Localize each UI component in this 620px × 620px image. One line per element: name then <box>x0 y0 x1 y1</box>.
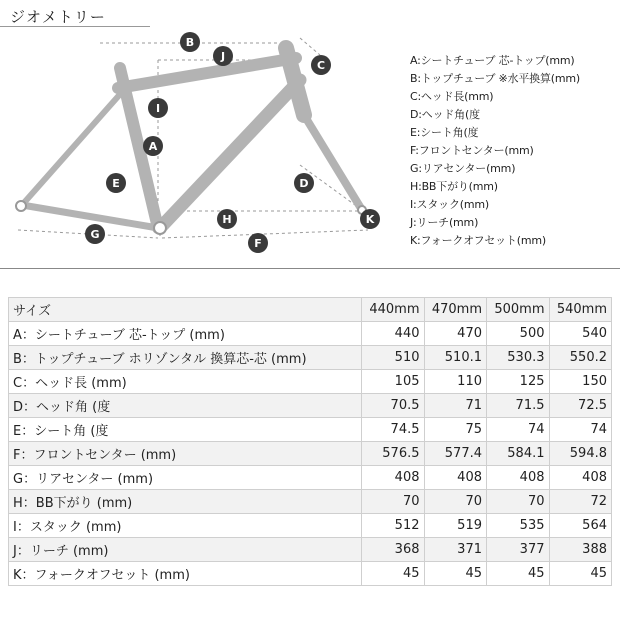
cell-value: 368 <box>362 538 425 562</box>
table-row <box>9 562 612 586</box>
cell-value: 70 <box>362 490 425 514</box>
badge-letter-I: I <box>155 102 161 115</box>
table-row <box>9 514 612 538</box>
header-size-470: 470mm <box>424 298 487 322</box>
cell-value: 71 <box>424 394 487 418</box>
row-label: J：リーチ (mm) <box>9 538 362 562</box>
cell-value: 125 <box>487 370 550 394</box>
badge-D <box>294 173 314 193</box>
table-row <box>9 418 612 442</box>
badge-K <box>360 209 380 229</box>
cell-value: 408 <box>487 466 550 490</box>
cell-value: 70 <box>424 490 487 514</box>
table-row <box>9 538 612 562</box>
badge-letter-A: A <box>148 140 158 153</box>
cell-value: 74 <box>487 418 550 442</box>
badge-J <box>213 46 233 66</box>
title-underline <box>0 26 150 27</box>
cell-value: 510 <box>362 346 425 370</box>
header-size-540: 540mm <box>549 298 612 322</box>
badge-B <box>180 32 200 52</box>
table-header-row <box>9 298 612 322</box>
badge-letter-K: K <box>365 213 375 226</box>
cell-value: 408 <box>549 466 612 490</box>
badge-C <box>311 55 331 75</box>
table-row <box>9 442 612 466</box>
chain-stay <box>22 205 158 228</box>
table-row <box>9 394 612 418</box>
legend-item-K: K:フォークオフセット(mm) <box>410 234 546 247</box>
cell-value: 70.5 <box>362 394 425 418</box>
cell-value: 75 <box>424 418 487 442</box>
cell-value: 512 <box>362 514 425 538</box>
bike-frame <box>22 48 362 228</box>
legend-item-D: D:ヘッド角(度 <box>410 108 480 121</box>
cell-value: 45 <box>424 562 487 586</box>
cell-value: 371 <box>424 538 487 562</box>
row-label: G：リアセンター (mm) <box>9 466 362 490</box>
cell-value: 408 <box>362 466 425 490</box>
cell-value: 510.1 <box>424 346 487 370</box>
cell-value: 564 <box>549 514 612 538</box>
cell-value: 45 <box>549 562 612 586</box>
legend-item-E: E:シート角(度 <box>410 126 479 139</box>
fork <box>304 115 362 210</box>
table-row <box>9 346 612 370</box>
row-label: F：フロントセンター (mm) <box>9 442 362 466</box>
page-title: ジオメトリー <box>10 8 106 26</box>
cell-value: 540 <box>549 322 612 346</box>
cell-value: 388 <box>549 538 612 562</box>
cell-value: 500 <box>487 322 550 346</box>
cell-value: 71.5 <box>487 394 550 418</box>
badge-letter-C: C <box>316 59 326 72</box>
badge-H <box>217 209 237 229</box>
badge-A <box>143 136 163 156</box>
cell-value: 576.5 <box>362 442 425 466</box>
header-size-500: 500mm <box>487 298 550 322</box>
badge-G <box>85 224 105 244</box>
row-label: D：ヘッド角 (度 <box>9 394 362 418</box>
cell-value: 535 <box>487 514 550 538</box>
badge-E <box>106 173 126 193</box>
down-tube <box>160 80 300 228</box>
legend-item-I: I:スタック(mm) <box>410 198 489 211</box>
row-label: E：シート角 (度 <box>9 418 362 442</box>
row-label: I：スタック (mm) <box>9 514 362 538</box>
cell-value: 74 <box>549 418 612 442</box>
cell-value: 45 <box>487 562 550 586</box>
badge-letter-D: D <box>299 177 309 190</box>
head-length-line <box>300 38 320 55</box>
cell-value: 584.1 <box>487 442 550 466</box>
cell-value: 72 <box>549 490 612 514</box>
row-label: K：フォークオフセット (mm) <box>9 562 362 586</box>
row-label: A：シートチューブ 芯-トップ (mm) <box>9 322 362 346</box>
legend-item-F: F:フロントセンター(mm) <box>410 144 534 157</box>
cell-value: 519 <box>424 514 487 538</box>
rear-dropout <box>16 201 26 211</box>
cell-value: 74.5 <box>362 418 425 442</box>
cell-value: 377 <box>487 538 550 562</box>
legend-item-B: B:トップチューブ ※水平換算(mm) <box>410 72 580 85</box>
row-label: H：BB下がり (mm) <box>9 490 362 514</box>
seat-stay <box>22 92 122 205</box>
legend-item-G: G:リアセンター(mm) <box>410 162 516 175</box>
legend-item-A: A:シートチューブ 芯-トップ(mm) <box>410 54 575 67</box>
table-row <box>9 490 612 514</box>
table-row <box>9 370 612 394</box>
badge-letter-B: B <box>185 36 195 49</box>
top-tube <box>118 58 296 88</box>
legend-item-H: H:BB下がり(mm) <box>410 180 498 193</box>
cell-value: 105 <box>362 370 425 394</box>
table-row <box>9 466 612 490</box>
cell-value: 577.4 <box>424 442 487 466</box>
cell-value: 530.3 <box>487 346 550 370</box>
legend-item-C: C:ヘッド長(mm) <box>410 90 494 103</box>
cell-value: 440 <box>362 322 425 346</box>
geometry-spec-table <box>8 297 612 586</box>
row-label: C：ヘッド長 (mm) <box>9 370 362 394</box>
cell-value: 72.5 <box>549 394 612 418</box>
badge-letter-J: J <box>220 50 226 63</box>
badge-letter-F: F <box>254 237 262 250</box>
badge-I <box>148 98 168 118</box>
cell-value: 110 <box>424 370 487 394</box>
geometry-legend <box>410 52 615 250</box>
frame-geometry-diagram <box>0 30 400 265</box>
cell-value: 150 <box>549 370 612 394</box>
cell-value: 408 <box>424 466 487 490</box>
bottom-bracket <box>154 222 166 234</box>
cell-value: 470 <box>424 322 487 346</box>
legend-item-J: J:リーチ(mm) <box>410 216 479 229</box>
row-label: B：トップチューブ ホリゾンタル 換算芯-芯 (mm) <box>9 346 362 370</box>
cell-value: 45 <box>362 562 425 586</box>
header-size: サイズ <box>9 298 362 322</box>
cell-value: 70 <box>487 490 550 514</box>
badge-letter-H: H <box>222 213 232 226</box>
badge-letter-E: E <box>112 177 120 190</box>
badge-letter-G: G <box>90 228 100 241</box>
table-row <box>9 322 612 346</box>
badge-F <box>248 233 268 253</box>
cell-value: 550.2 <box>549 346 612 370</box>
section-divider <box>0 268 620 269</box>
header-size-440: 440mm <box>362 298 425 322</box>
cell-value: 594.8 <box>549 442 612 466</box>
